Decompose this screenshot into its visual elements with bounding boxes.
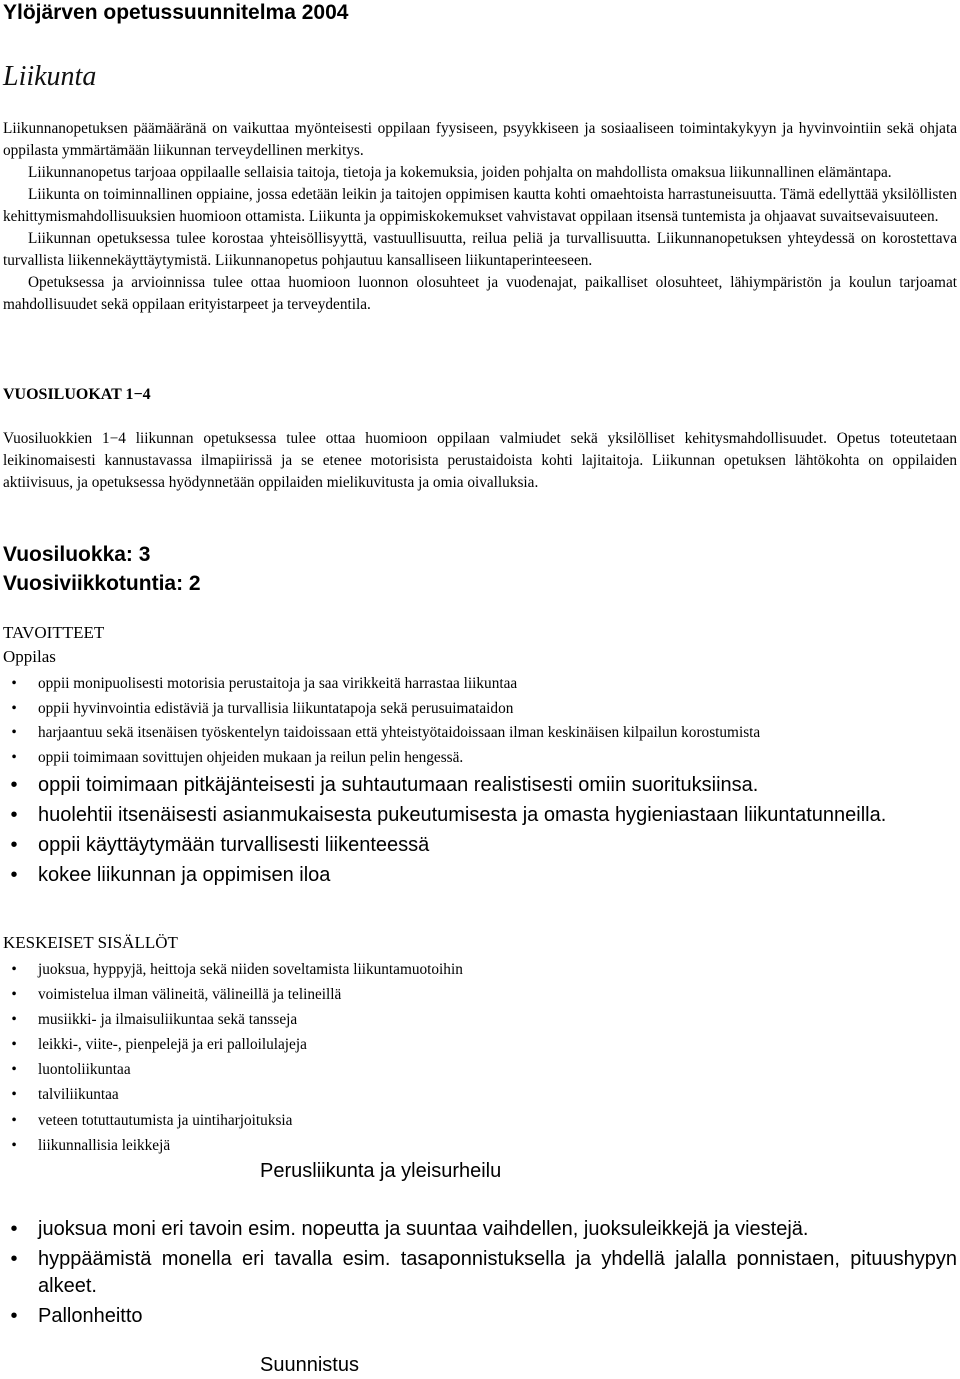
bullet-icon: • (11, 961, 17, 978)
list-item (0, 957, 957, 982)
list-item-text: liikunnallisia leikkejä (38, 1136, 171, 1154)
bullet-icon: • (11, 1111, 17, 1129)
list-item (0, 1246, 957, 1300)
bullet-icon: • (10, 1218, 18, 1240)
bullet-icon: • (11, 986, 17, 1004)
list-item-text: talviliikuntaa (38, 1086, 119, 1104)
list-item-text: musiikki- ja ilmaisuliikuntaa sekä tansseja (38, 1011, 298, 1029)
bullet-icon: • (11, 675, 17, 692)
section-heading-basic-athletics: Perusliikunta ja yleisurheilu (260, 1160, 502, 1182)
document-title: Ylöjärven opetussuunnitelma 2004 (3, 1, 349, 24)
bullet-icon: • (11, 749, 17, 767)
list-item (0, 1108, 957, 1133)
bullet-icon: • (10, 804, 18, 826)
intro-paragraph: Opetuksessa ja arvioinnissa tulee ottaa huomioon luonnon olosuhteet ja vuodenajat, paikalliset olosuhteet, lähiympäristön ja koulun tarjoamat mahdollisuudet sekä oppilaan erityistarpeet ja terveydentila. (3, 274, 957, 313)
subject-title: Liikunta (3, 61, 97, 92)
bullet-icon: • (11, 1136, 17, 1154)
list-item-text: leikki-, viite-, pienpelejä ja eri palloilulajeja (38, 1036, 307, 1054)
list-item-text: juoksua moni eri tavoin esim. nopeutta ja suuntaa vaihdellen, juoksuleikkejä ja viestejä. (38, 1218, 809, 1240)
list-item-text: hyppäämistä monella eri tavalla esim. tasaponnistuksella ja yhdellä jalalla ponnistaen, pituushypyn alkeet. (38, 1248, 957, 1297)
list-item (0, 862, 957, 889)
intro-paragraph: Liikunta on toiminnallinen oppiaine, jossa edetään leikin ja taitojen oppimisen kautta kohti omaehtoista harrastuneisuutta. Tämä edellyttää yksilöllisten kehittymismahdollisuuksien huomioon ottamista. Liikunta ja oppimiskokemukset vahvistavat oppilaan itsensä tuntemista ja ohjaavat suvaitsevaisuuteen. (3, 186, 957, 225)
list-item-text: oppii hyvinvointia edistäviä ja turvallisia liikuntatapoja sekä perusuimataidon (38, 699, 514, 717)
goals-list-small (0, 672, 957, 771)
list-item-text: oppii toimimaan sovittujen ohjeiden mukaan ja reilun pelin hengessä. (38, 749, 464, 767)
list-item (0, 697, 957, 722)
list-item (0, 746, 957, 771)
bullet-icon: • (10, 1305, 18, 1327)
bullet-icon: • (11, 1011, 17, 1029)
list-item (0, 1303, 957, 1330)
grades-paragraph: Vuosiluokkien 1−4 liikunnan opetuksessa tulee ottaa huomioon oppilaan valmiudet sekä yksilölliset kehitysmahdollisuudet. Opetus toteutetaan leikinomaisesti kannustavassa ilmapiirissä ja se etenee motorisista perustaidoista kohti lajitaitoja. Liikunnan opetuksen lähtökohta on oppilaiden aktiivisuus, ja opetuksessa hyödynnetään oppilaiden mielikuvitusta ja omia oivalluksia. (3, 430, 957, 491)
intro-paragraph: Liikunnan opetuksessa tulee korostaa yhteisöllisyyttä, vastuullisuutta, reilua peliä ja turvallisuutta. Liikunnanopetuksen yhteydessä on korostettava turvallista liikennekäyttäytymistä. Liikunnanopetus pohjautuu kansalliseen liikuntaperinteeseen. (3, 230, 957, 269)
bullet-icon: • (10, 1248, 18, 1270)
intro-paragraph: Liikunnanopetuksen päämääränä on vaikuttaa myönteisesti oppilaan fyysiseen, psyykkiseen ja sosiaaliseen toimintakykyyn ja hyvinvointiin sekä ohjata oppilasta ymmärtämään liikunnan terveydellinen merkitys. (3, 120, 957, 159)
bullet-icon: • (11, 1061, 17, 1079)
list-item (0, 1216, 957, 1243)
grades-heading: VUOSILUOKAT 1−4 (3, 386, 151, 403)
list-item-text: harjaantuu sekä itsenäisen työskentelyn taidoissaan että yhteistyötaidoissaan ilman keskinäisen kilpailun korostumista (38, 724, 761, 742)
list-item-text: oppii toimimaan pitkäjänteisesti ja suhtautumaan realistisesti omiin suorituksiinsa. (38, 774, 759, 796)
list-item-text: voimistelua ilman välineitä, välineillä ja telineillä (38, 986, 342, 1004)
list-item-text: Pallonheitto (38, 1305, 143, 1327)
bullet-icon: • (11, 724, 17, 742)
grade-label: Vuosiluokka: 3 (3, 543, 151, 566)
list-item-text: juoksua, hyppyjä, heittoja sekä niiden soveltamista liikuntamuotoihin (38, 961, 463, 978)
goals-subject-label: Oppilas (3, 647, 56, 666)
list-item-text: luontoliikuntaa (38, 1061, 131, 1079)
intro-section (3, 118, 957, 316)
list-item-text: veteen totuttautumista ja uintiharjoituksia (38, 1111, 293, 1129)
list-item-text: kokee liikunnan ja oppimisen iloa (38, 864, 331, 886)
contents-list (0, 957, 957, 1158)
list-item (0, 1057, 957, 1082)
list-item (0, 1032, 957, 1057)
grade-info (3, 540, 957, 598)
list-item (0, 721, 957, 746)
list-item-text: oppii käyttäytymään turvallisesti liikenteessä (38, 834, 430, 856)
list-item (0, 802, 957, 829)
list-item-text: huolehtii itsenäisesti asianmukaisesta pukeutumisesta ja omasta hygieniastaan liikuntatunneilla. (38, 804, 887, 826)
goals-list-large (0, 772, 957, 892)
bullet-icon: • (11, 1086, 17, 1104)
intro-paragraph: Liikunnanopetus tarjoaa oppilaalle sellaisia taitoja, tietoja ja kokemuksia, joiden pohjalta on mahdollista omaksua liikunnallinen elämäntapa. (28, 164, 892, 181)
bullet-icon: • (10, 864, 18, 886)
basic-athletics-list (0, 1216, 957, 1333)
list-item (0, 982, 957, 1007)
bullet-icon: • (10, 834, 18, 856)
goals-heading: TAVOITTEET (3, 623, 105, 642)
list-item (0, 1082, 957, 1107)
contents-heading: KESKEISET SISÄLLÖT (3, 933, 178, 952)
list-item-text: oppii monipuolisesti motorisia perustaitoja ja saa virikkeitä harrastaa liikuntaa (38, 675, 518, 692)
list-item (0, 772, 957, 799)
list-item (0, 1133, 957, 1158)
list-item (0, 1007, 957, 1032)
section-heading-orienteering: Suunnistus (260, 1354, 359, 1376)
weekly-hours-label: Vuosiviikkotuntia: 2 (3, 572, 201, 595)
list-item (0, 832, 957, 859)
list-item (0, 672, 957, 697)
bullet-icon: • (11, 1036, 17, 1054)
bullet-icon: • (10, 774, 18, 796)
bullet-icon: • (11, 699, 17, 717)
